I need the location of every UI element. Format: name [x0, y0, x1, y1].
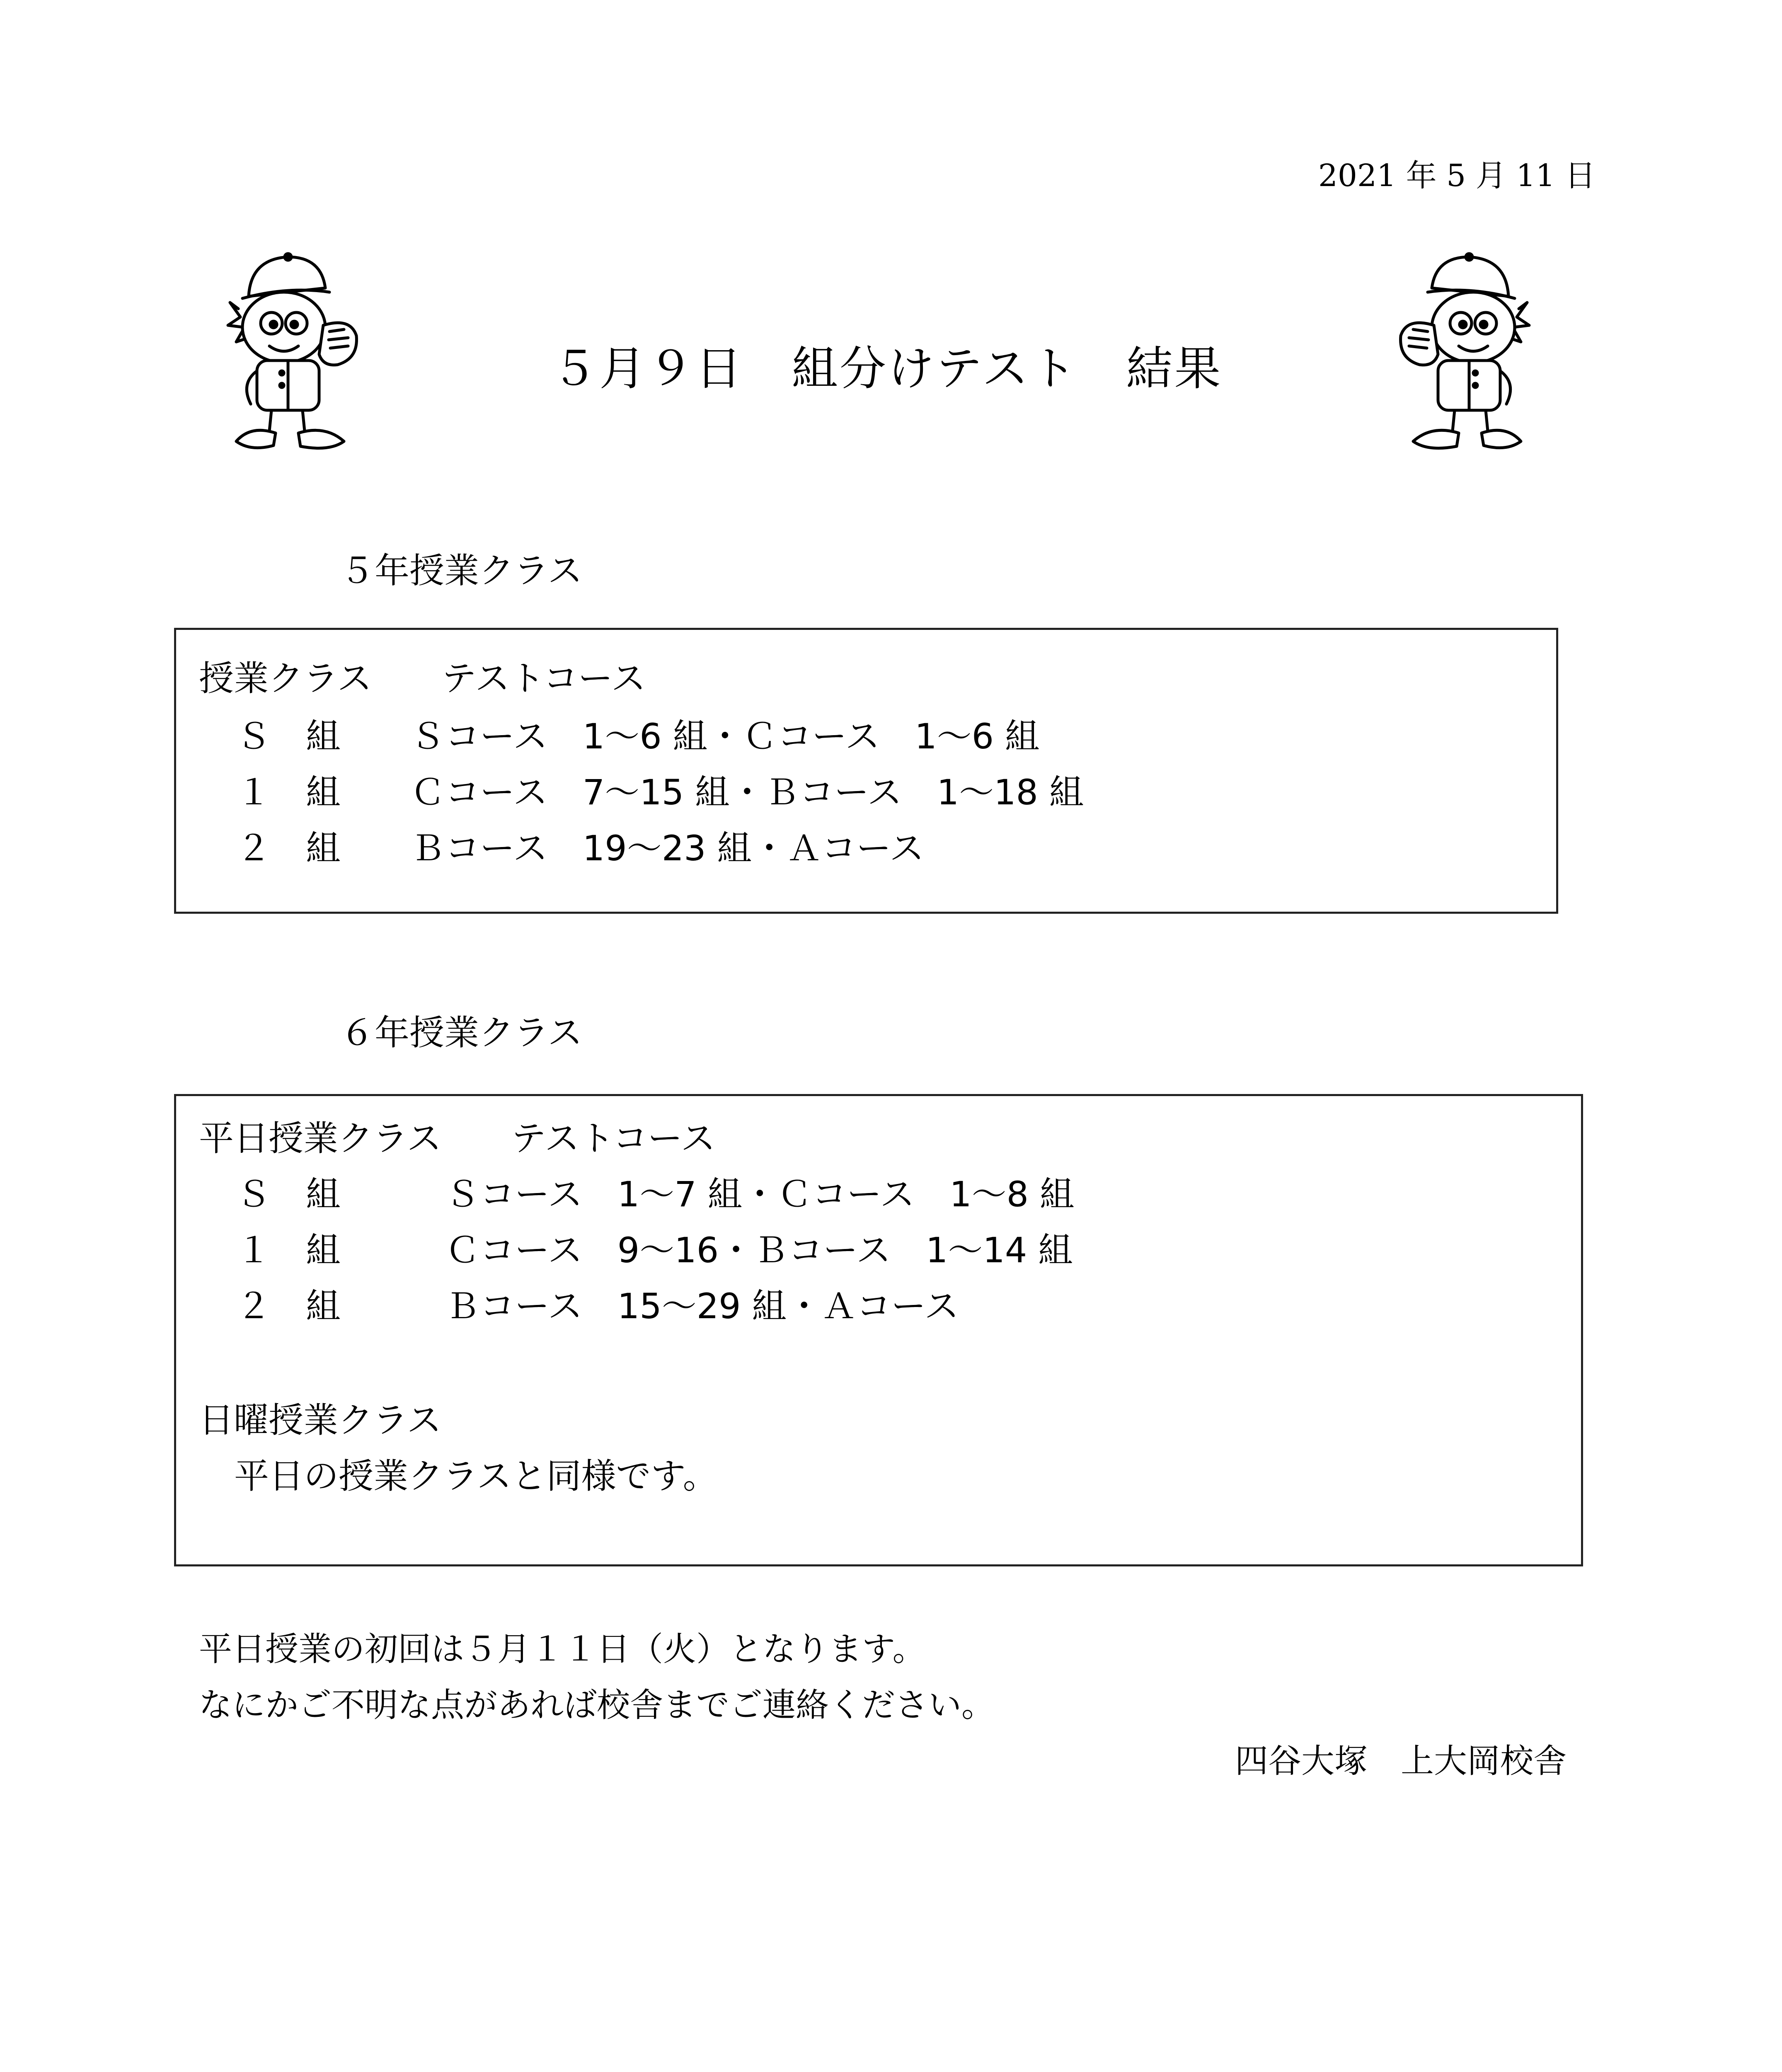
grade5-row: １ 組 Ｃコース 7～15 組・Ｂコース 1～18 組 [236, 772, 1084, 813]
note-first-class: 平日授業の初回は５月１１日（火）となります。 [199, 1630, 926, 1668]
grade6-row: １ 組 Ｃコース 9～16・Ｂコース 1～14 組 [236, 1230, 1073, 1271]
page-title: ５月９日 組分けテスト 結果 [551, 342, 1223, 396]
note-contact: なにかご不明な点があれば校舎までご連絡ください。 [199, 1686, 995, 1724]
grade6-row: ２ 組 Ｂコース 15～29 組・Ａコース [236, 1286, 959, 1326]
school-signature: 四谷大塚 上大岡校舎 [1235, 1742, 1567, 1780]
sunday-class-heading: 日曜授業クラス [199, 1400, 442, 1440]
grade5-row: Ｓ 組 Ｓコース 1～6 組・Ｃコース 1～6 組 [236, 716, 1040, 757]
grade6-row: Ｓ 組 Ｓコース 1～7 組・Ｃコース 1～8 組 [236, 1174, 1075, 1215]
sunday-class-text: 平日の授業クラスと同様です。 [234, 1456, 718, 1496]
grade5-row: ２ 組 Ｂコース 19～23 組・Ａコース [236, 828, 925, 869]
baseball-boy-mascot-left [226, 247, 363, 454]
grade5-header: 授業クラス テストコース [199, 658, 646, 699]
grade5-heading: ５年授業クラス [340, 550, 583, 591]
baseball-boy-mascot-right [1395, 247, 1531, 454]
document-date: 2021 年 5 月 11 日 [1318, 158, 1596, 194]
grade6-header: 平日授業クラス テストコース [199, 1118, 716, 1159]
grade6-heading: ６年授業クラス [340, 1012, 583, 1053]
